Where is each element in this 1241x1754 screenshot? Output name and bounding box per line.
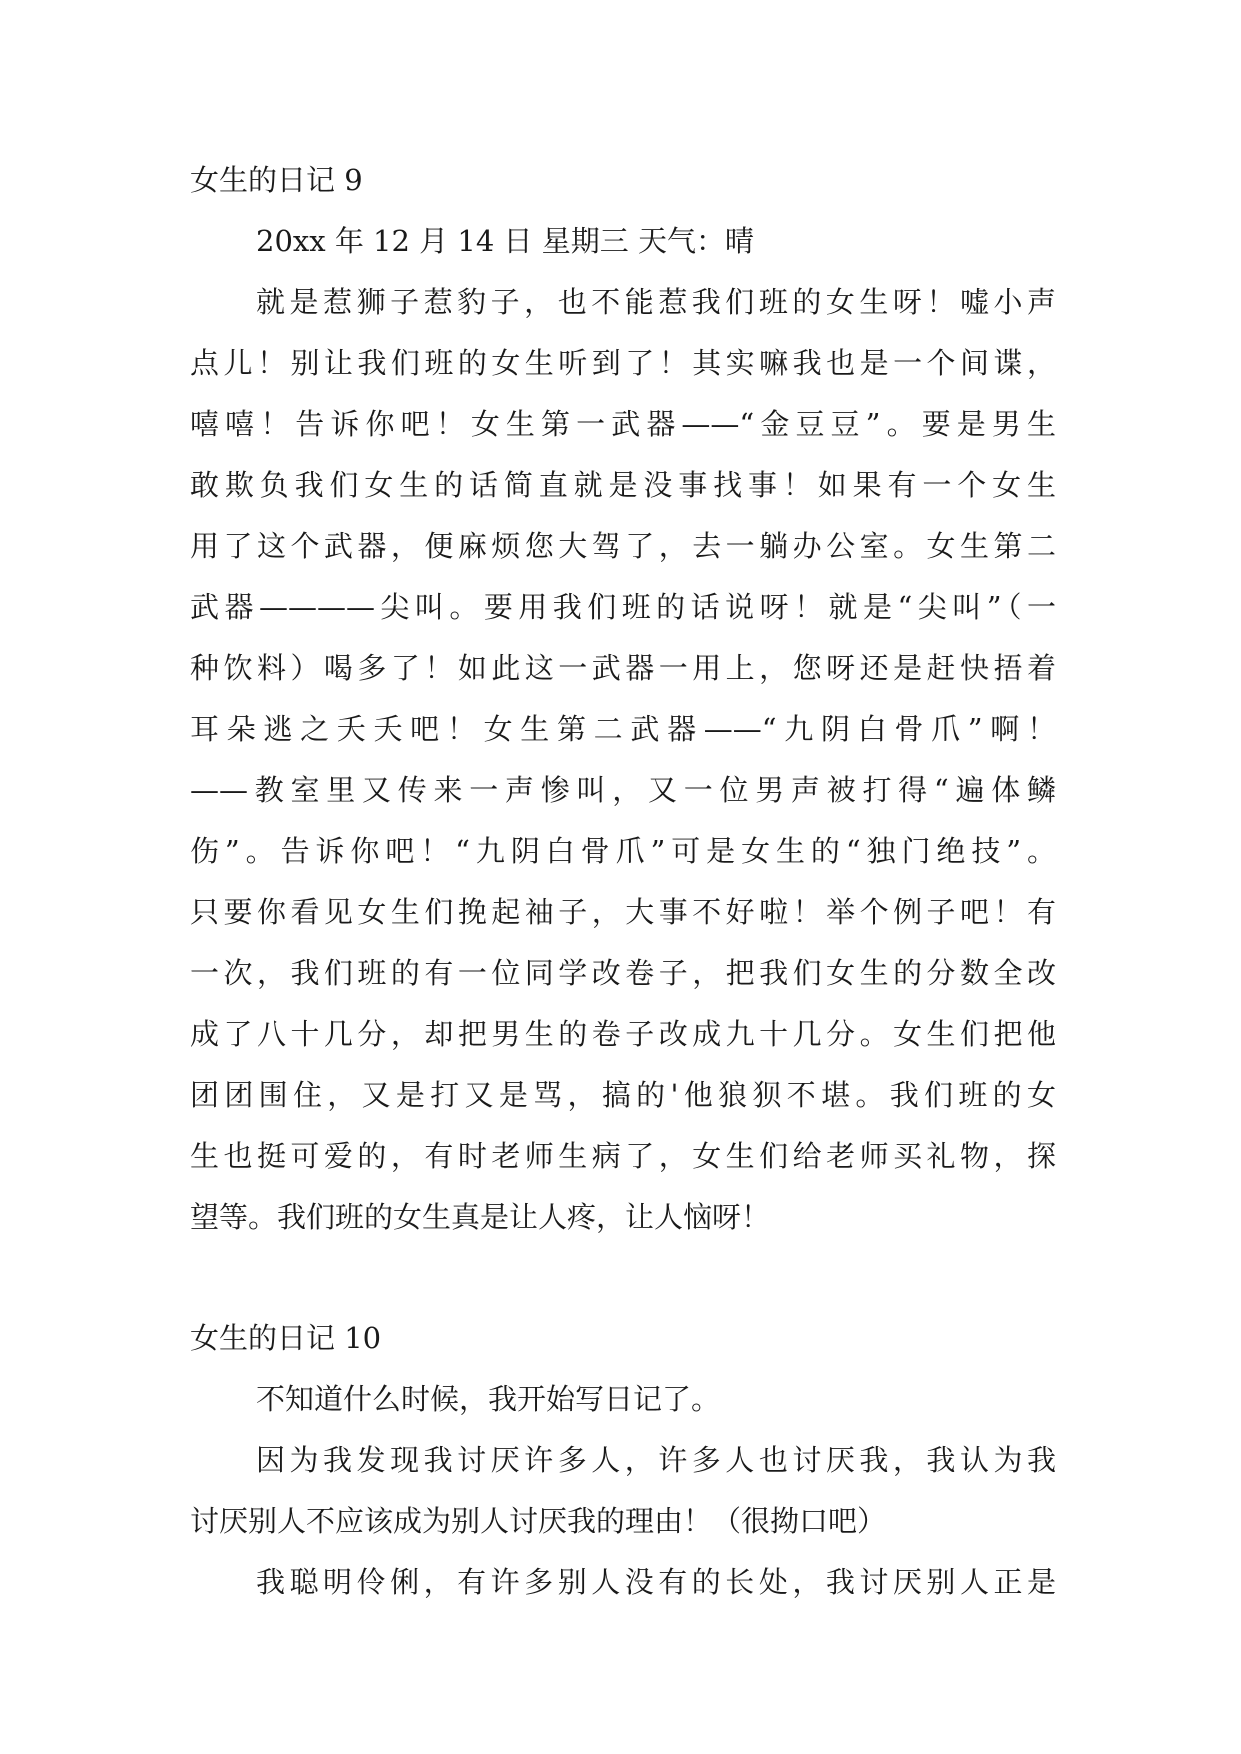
entry-10-paragraph-1: 不知道什么时候，我开始写日记了。 [256,1382,721,1416]
body-line: 敢欺负我们女生的话简直就是没事找事！如果有一个女生 [190,468,1056,502]
body-line: 我聪明伶俐，有许多别人没有的长处，我讨厌别人正是 [256,1565,1056,1599]
body-line: 点儿！别让我们班的女生听到了！其实嘛我也是一个间谍， [190,346,1056,380]
body-line: 成了八十几分，却把男生的卷子改成九十几分。女生们把他 [190,1017,1056,1051]
entry-10-title: 女生的日记 10 [190,1321,382,1355]
body-line: 嘻嘻！告诉你吧！女生第一武器——“金豆豆”。要是男生 [190,407,1056,441]
body-line: 就是惹狮子惹豹子，也不能惹我们班的女生呀！嘘小声 [256,285,1056,319]
body-line: 伤”。告诉你吧！“九阴白骨爪”可是女生的“独门绝技”。 [190,834,1056,868]
body-line: ——教室里又传来一声惨叫，又一位男声被打得“遍体鳞 [190,773,1056,807]
body-line: 耳朵逃之夭夭吧！女生第二武器——“九阴白骨爪”啊！ [190,712,1056,746]
body-line: 讨厌别人不应该成为别人讨厌我的理由！（很拗口吧） [190,1504,887,1538]
body-line: 因为我发现我讨厌许多人，许多人也讨厌我，我认为我 [256,1443,1056,1477]
body-line: 团团围住，又是打又是骂，搞的'他狼狈不堪。我们班的女 [190,1078,1056,1112]
entry-9-title: 女生的日记 9 [190,163,363,197]
section-gap [190,1248,1056,1308]
body-line: 望等。我们班的女生真是让人疼，让人恼呀！ [190,1200,771,1234]
body-line: 生也挺可爱的，有时老师生病了，女生们给老师买礼物，探 [190,1139,1056,1173]
body-line: 武器————尖叫。要用我们班的话说呀！就是“尖叫”（一 [190,590,1056,624]
entry-9-body [190,272,1056,1248]
body-line: 只要你看见女生们挽起袖子，大事不好啦！举个例子吧！有 [190,895,1056,929]
body-line: 种饮料）喝多了！如此这一武器一用上，您呀还是赶快捂着 [190,651,1056,685]
body-line: 用了这个武器，便麻烦您大驾了，去一躺办公室。女生第二 [190,529,1056,563]
document-page [190,150,1056,1613]
entry-9-date-line: 20xx 年 12 月 14 日 星期三 天气：晴 [256,224,754,258]
body-line: 一次，我们班的有一位同学改卷子，把我们女生的分数全改 [190,956,1056,990]
